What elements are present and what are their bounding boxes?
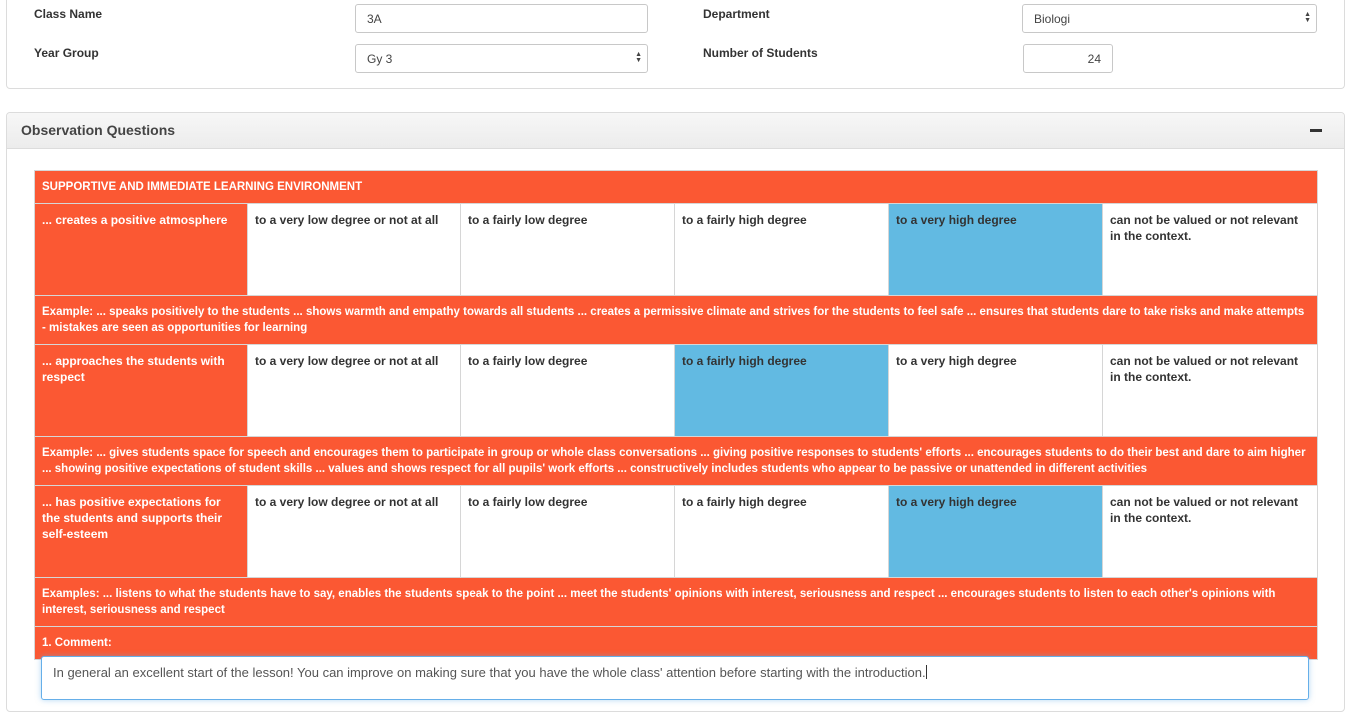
example-text: Examples: ... listens to what the students have to say, enables the students speak to the point ... meet the students' opinions with interest, seriousness and respect ... encourages students to listen to each other's opinions with interest, seriousness and respect <box>35 578 1318 627</box>
observation-table <box>34 170 1318 660</box>
option-very-low[interactable]: to a very low degree or not at all <box>248 204 461 296</box>
question-row-2 <box>35 345 1318 437</box>
comment-label: 1. Comment: <box>35 627 1318 660</box>
option-very-high[interactable]: to a very high degree <box>889 345 1103 437</box>
example-text: Example: ... gives students space for speech and encourages them to participate in group or whole class conversations ... giving positive responses to students' efforts ... encourages students to do their best and dare to aim higher ... showing positive expectations of student skills ... values and shows respect for all pupils' work efforts ... constructively includes students who appear to be passive or unattended in different activities <box>35 437 1318 486</box>
question-label: ... has positive expectations for the students and supports their self-esteem <box>35 486 248 578</box>
section-header-row <box>35 171 1318 204</box>
collapse-minus-icon[interactable] <box>1310 129 1322 132</box>
option-fairly-high[interactable]: to a fairly high degree <box>675 204 889 296</box>
question-label: ... approaches the students with respect <box>35 345 248 437</box>
option-not-relevant[interactable]: can not be valued or not relevant in the context. <box>1103 345 1318 437</box>
num-students-value: 24 <box>1087 52 1101 66</box>
option-not-relevant[interactable]: can not be valued or not relevant in the context. <box>1103 204 1318 296</box>
class-name-label: Class Name <box>34 7 103 21</box>
panel-title: Observation Questions <box>21 122 176 138</box>
department-label: Department <box>703 7 770 21</box>
section-header: SUPPORTIVE AND IMMEDIATE LEARNING ENVIRONMENT <box>35 171 1318 204</box>
class-name-input[interactable] <box>355 4 648 33</box>
num-students-label: Number of Students <box>703 46 818 60</box>
department-select[interactable] <box>1022 4 1317 33</box>
option-very-low[interactable]: to a very low degree or not at all <box>248 345 461 437</box>
option-fairly-high[interactable]: to a fairly high degree <box>675 345 889 437</box>
select-arrows-icon: ▲ ▼ <box>1304 11 1311 24</box>
option-very-high[interactable]: to a very high degree <box>889 486 1103 578</box>
example-row-3 <box>35 578 1318 627</box>
comment-text: In general an excellent start of the lesson! You can improve on making sure that you have the whole class' attention before starting with the introduction. <box>53 665 926 680</box>
option-very-high[interactable]: to a very high degree <box>889 204 1103 296</box>
observation-panel-header <box>7 113 1344 149</box>
select-arrows-icon: ▲ ▼ <box>635 51 642 64</box>
year-group-label: Year Group <box>34 46 99 60</box>
example-row-2 <box>35 437 1318 486</box>
class-name-value: 3A <box>367 12 382 26</box>
comment-label-row <box>35 627 1318 660</box>
option-fairly-low[interactable]: to a fairly low degree <box>461 486 675 578</box>
num-students-input[interactable] <box>1023 44 1113 73</box>
department-value: Biologi <box>1034 12 1071 26</box>
example-row-1 <box>35 296 1318 345</box>
question-label: ... creates a positive atmosphere <box>35 204 248 296</box>
option-fairly-low[interactable]: to a fairly low degree <box>461 345 675 437</box>
option-fairly-low[interactable]: to a fairly low degree <box>461 204 675 296</box>
year-group-value: Gy 3 <box>367 52 393 66</box>
question-row-3 <box>35 486 1318 578</box>
example-text: Example: ... speaks positively to the students ... shows warmth and empathy towards all students ... creates a permissive climate and strives for the students to feel safe ... ensures that students dare to take risks and make attempts - mistakes are seen as opportunities for learning <box>35 296 1318 345</box>
option-very-low[interactable]: to a very low degree or not at all <box>248 486 461 578</box>
comment-textarea[interactable] <box>41 656 1309 700</box>
question-row-1 <box>35 204 1318 296</box>
option-fairly-high[interactable]: to a fairly high degree <box>675 486 889 578</box>
year-group-select[interactable] <box>355 44 648 73</box>
text-cursor <box>926 665 927 679</box>
option-not-relevant[interactable]: can not be valued or not relevant in the context. <box>1103 486 1318 578</box>
